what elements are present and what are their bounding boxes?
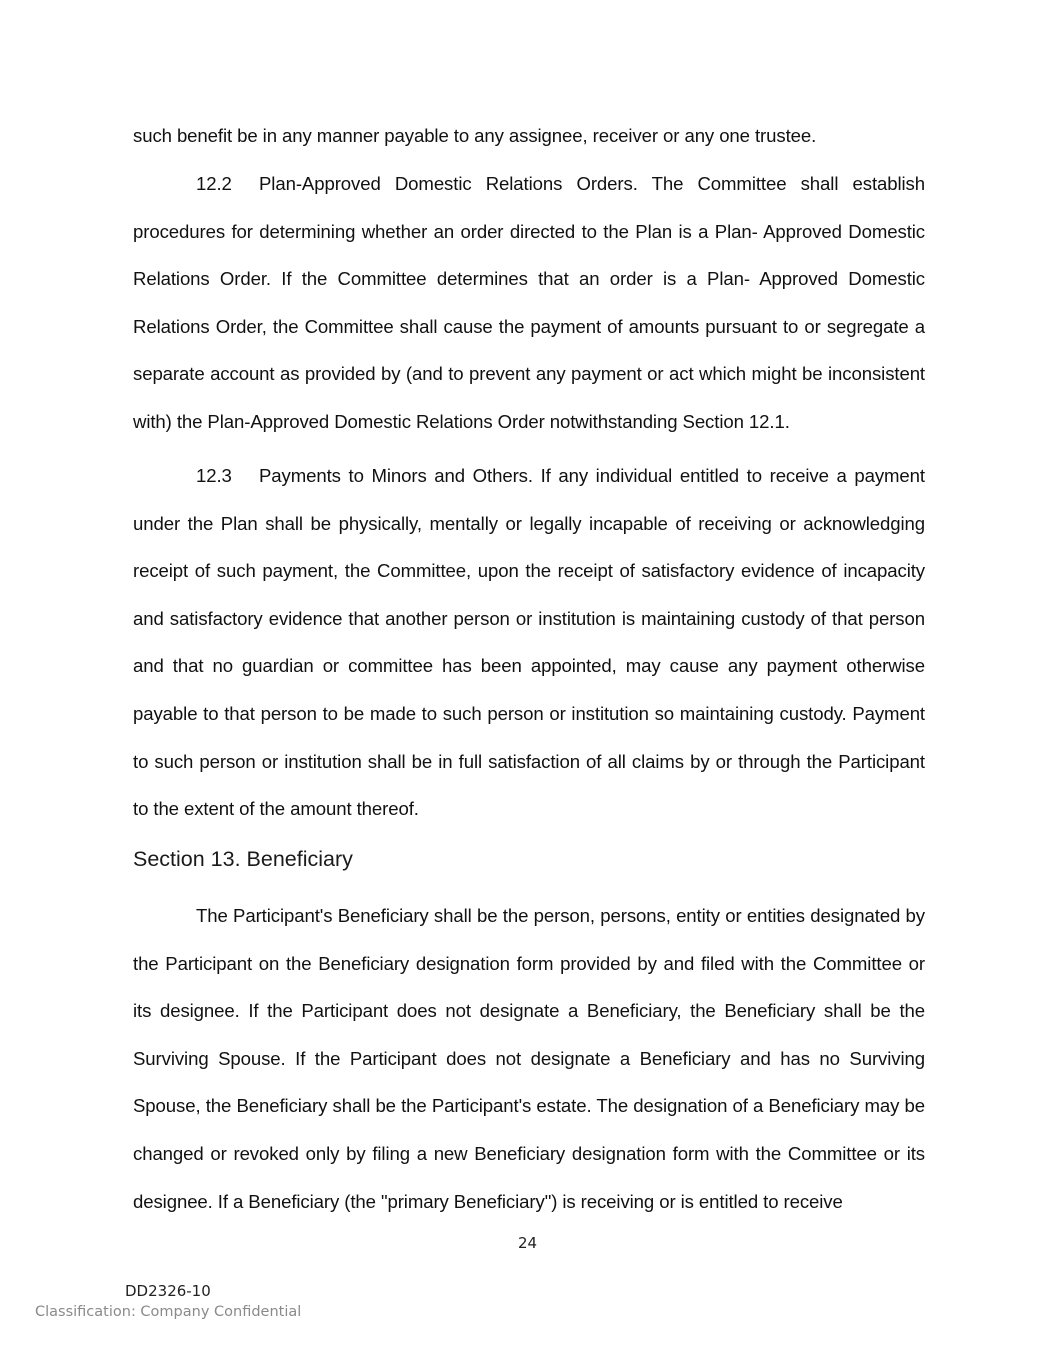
section-12-2-number: 12.2 xyxy=(196,173,232,194)
section-12-3 xyxy=(133,452,925,833)
classification-label: Classification: Company Confidential xyxy=(35,1304,302,1320)
document-id: DD2326-10 xyxy=(125,1282,211,1300)
page-number: 24 xyxy=(517,1234,538,1252)
section-12-2-text: Plan-Approved Domestic Relations Orders. The Committee shall establish procedures for determining whether an order directed to the Plan is a Plan- Approved Domestic Relations Order. If the Committee determines that an order is a Plan- Approved Domestic Relations Order, the Committee shall cause the payment of amounts pursuant to or segregate a separate account as provided by (and to prevent any payment or act which might be inconsistent with) the Plan-Approved Domestic Relations Order notwithstanding Section 12.1. xyxy=(133,173,925,432)
section-12-3-number: 12.3 xyxy=(196,465,232,486)
opening-line: such benefit be in any manner payable to any assignee, receiver or any one trustee. xyxy=(133,125,817,146)
continuation-paragraph xyxy=(133,112,925,160)
section-12-3-paragraph xyxy=(133,452,925,833)
beneficiary-paragraph: The Participant's Beneficiary shall be the person, persons, entity or entities designated by the Participant on the Beneficiary designation form provided by and filed with the Committee or its designee. If the Participant does not designate a Beneficiary, the Beneficiary shall be the Surviving Spouse. If the Participant does not designate a Beneficiary and has no Surviving Spouse, the Beneficiary shall be the Participant's estate. The designation of a Beneficiary may be changed or revoked only by filing a new Beneficiary designation form with the Committee or its designee. If a Beneficiary (the "primary Beneficiary") is receiving or is entitled to receive xyxy=(133,905,925,1212)
section-12-3-text: Payments to Minors and Others. If any individual entitled to receive a payment under the Plan shall be physically, mentally or legally incapable of receiving or acknowledging receipt of such payment, the Committee, upon the receipt of satisfactory evidence of incapacity and satisfactory evidence that another person or institution is maintaining custody of that person and that no guardian or committee has been appointed, may cause any payment otherwise payable to that person to be made to such person or institution so maintaining custody. Payment to such person or institution shall be in full satisfaction of all claims by or through the Participant to the extent of the amount thereof. xyxy=(133,465,925,820)
section-12-2 xyxy=(133,160,925,446)
section-13-body xyxy=(133,892,925,1225)
section-12-2-paragraph xyxy=(133,160,925,446)
section-13-heading: Section 13. Beneficiary xyxy=(133,847,353,871)
